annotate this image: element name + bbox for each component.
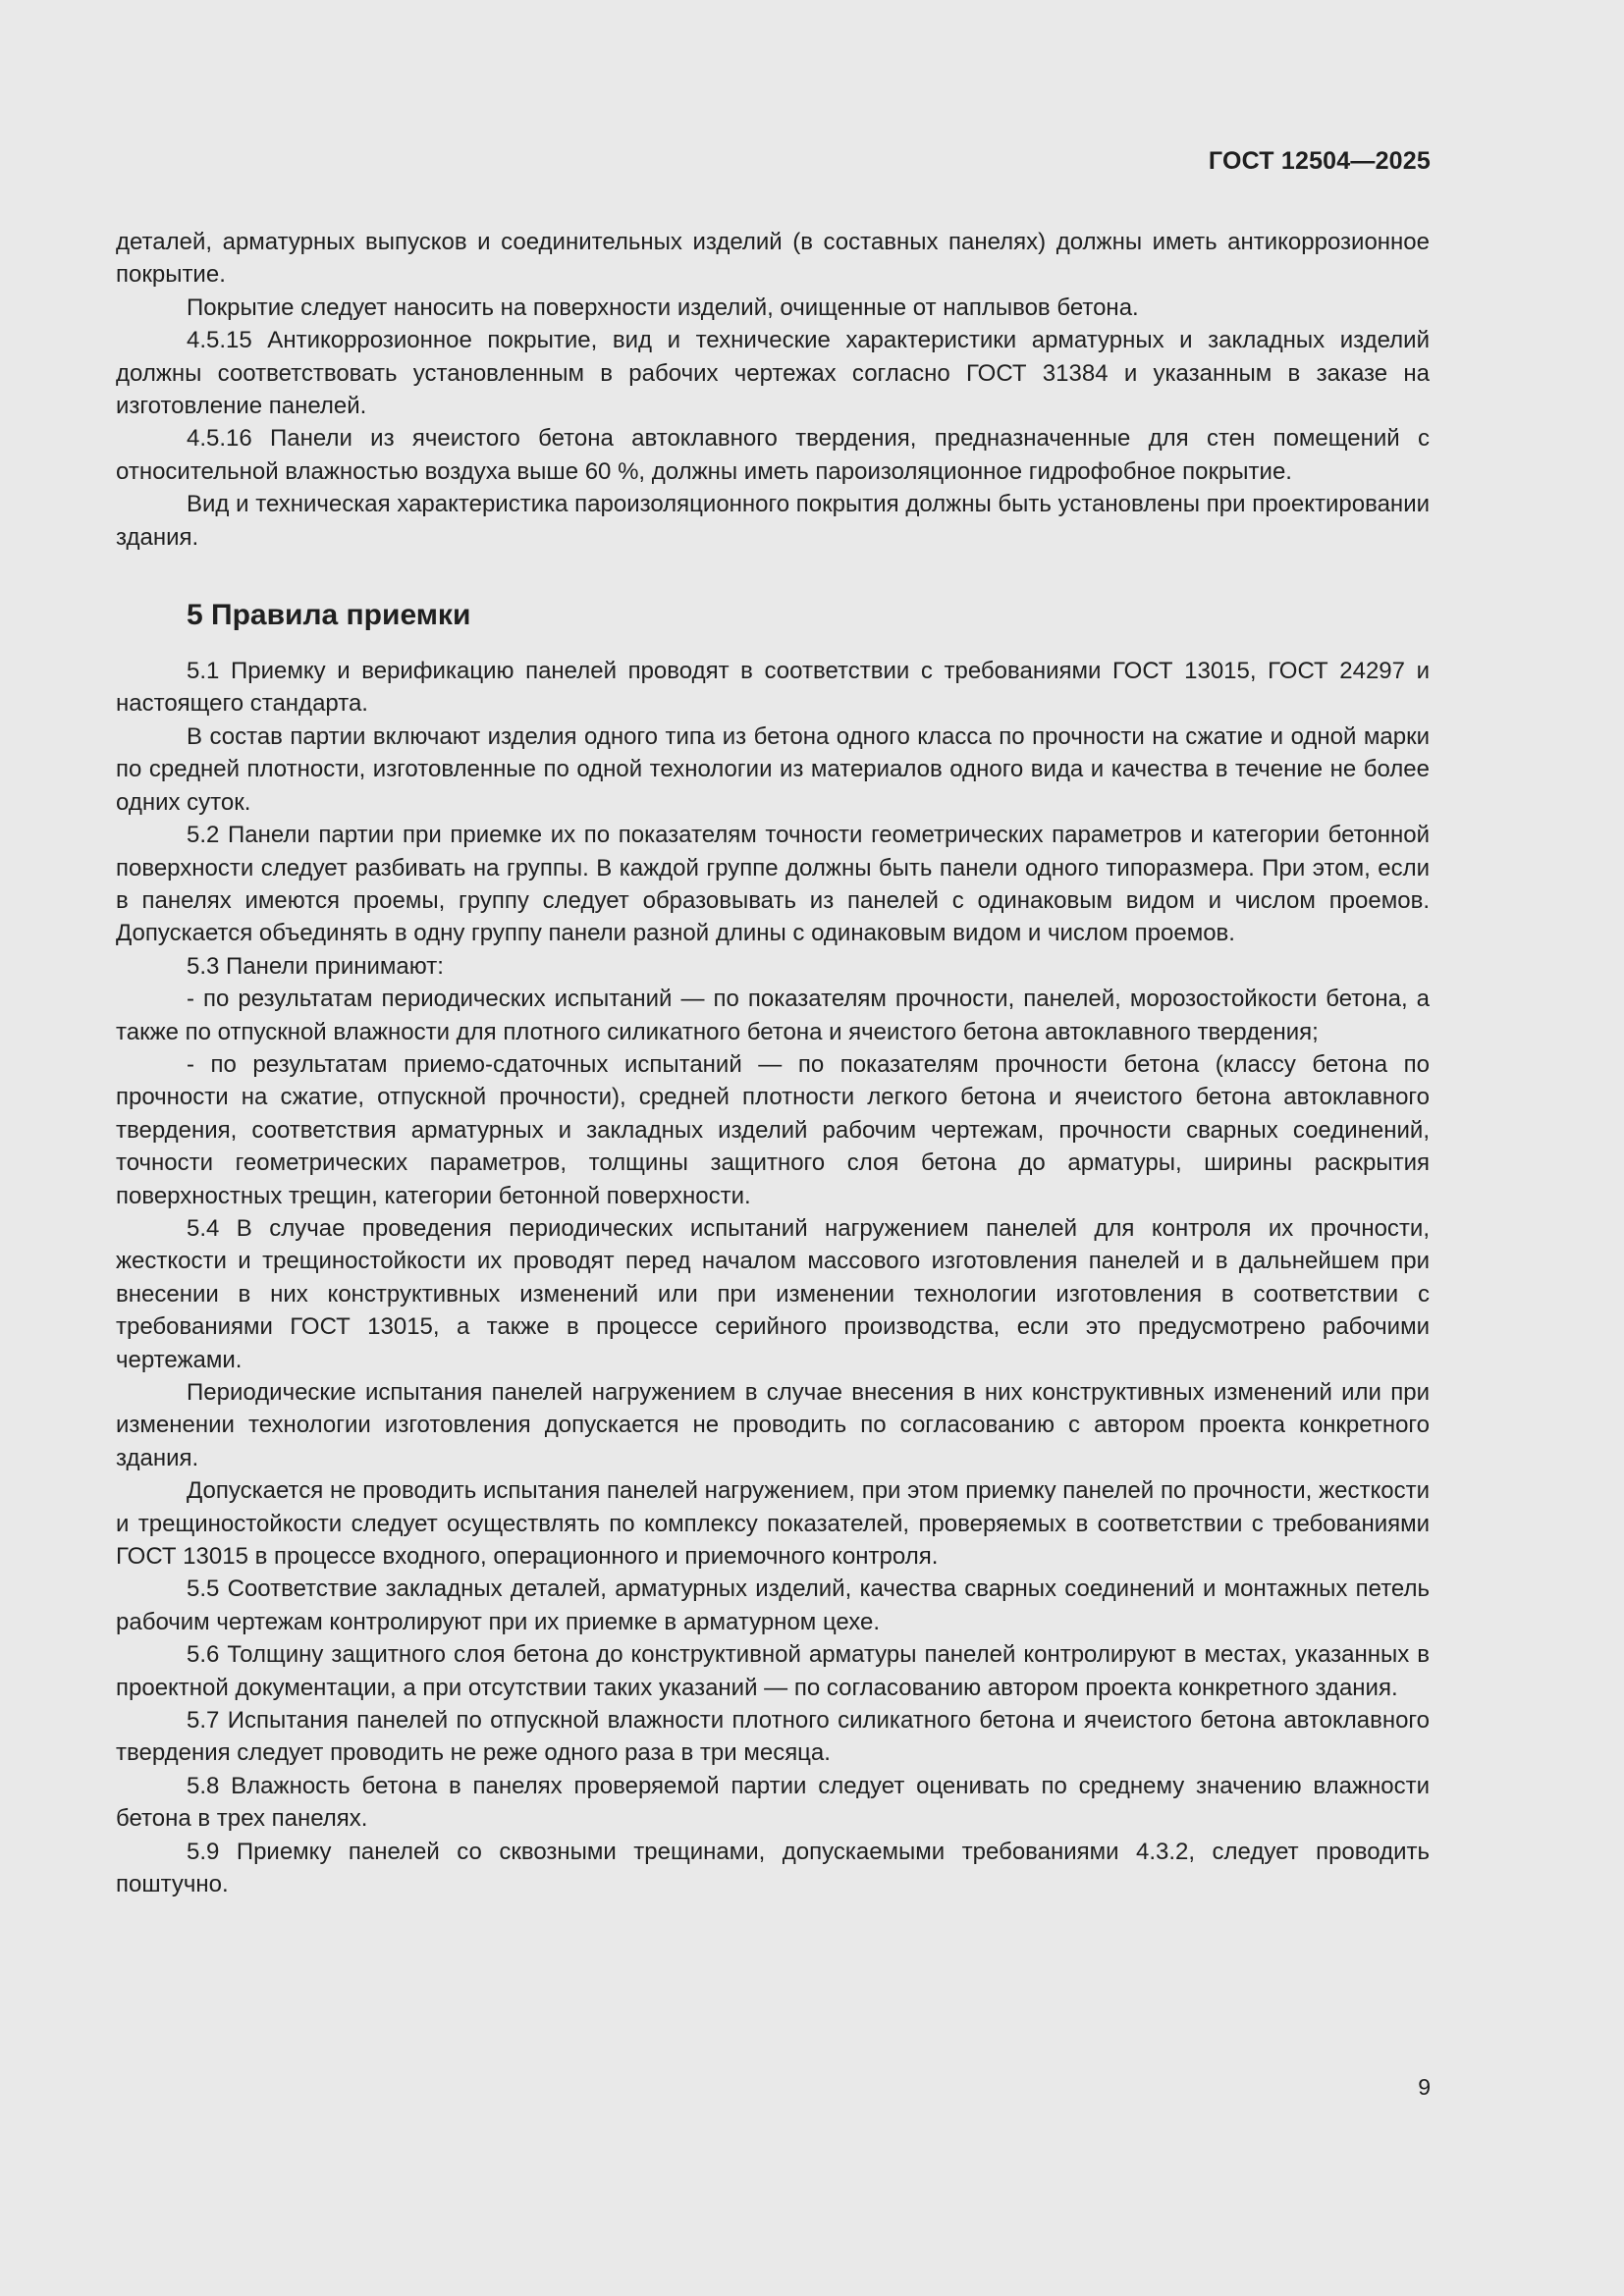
clause-5-3: 5.3 Панели принимают:	[187, 952, 444, 980]
clause-5-7: 5.7 Испытания панелей по отпускной влажности плотного силикатного бетона и ячеистого бетона автоклавного твердения следует проводить не реже одного раза в три месяца.	[116, 1707, 1430, 1767]
page-number: 9	[1418, 2074, 1431, 2100]
clause-5-6: 5.6 Толщину защитного слоя бетона до конструктивной арматуры панелей контролируют в местах, указанных в проектной документации, а при отсутствии таких указаний — по согласованию автором проекта конкретного здания.	[116, 1641, 1430, 1701]
paragraph: деталей, арматурных выпусков и соединительных изделий (в составных панелях) должны иметь антикоррозионное покрытие.	[116, 229, 1430, 289]
clause-5-8: 5.8 Влажность бетона в панелях проверяемой партии следует оценивать по среднему значению влажности бетона в трех панелях.	[116, 1772, 1430, 1833]
paragraph: Допускается не проводить испытания панелей нагружением, при этом приемку панелей по прочности, жесткости и трещиностойкости следует осуществлять по комплексу показателей, проверяемых в соответствии с требованиями ГОСТ 13015 в процессе входного, операционного и приемочного контроля.	[116, 1477, 1430, 1571]
clause-5-1: 5.1 Приемку и верификацию панелей проводят в соответствии с требованиями ГОСТ 13015, ГОСТ 24297 и настоящего стандарта.	[116, 658, 1430, 718]
clause-5-4: 5.4 В случае проведения периодических испытаний нагружением панелей для контроля их прочности, жесткости и трещиностойкости их проводят перед началом массового изготовления панелей и в дальнейшем при внесении в них конструктивных изменений или при изменении технологии изготовления в соответствии с требованиями ГОСТ 13015, а также в процессе серийного производства, если это предусмотрено рабочими чертежами.	[116, 1214, 1430, 1373]
section-title: 5 Правила приемки	[187, 599, 471, 632]
list-item: - по результатам периодических испытаний — по показателям прочности, панелей, морозостойкости бетона, а также по отпускной влажности для плотного силикатного бетона и ячеистого бетона автоклавного твердения;	[116, 986, 1430, 1045]
document-body	[116, 226, 1430, 1901]
clause-5-5: 5.5 Соответствие закладных деталей, арматурных изделий, качества сварных соединений и монтажных петель рабочим чертежам контролируют при их приемке в арматурном цехе.	[116, 1575, 1430, 1635]
list-item: - по результатам приемо-сдаточных испытаний — по показателям прочности бетона (классу бетона по прочности на сжатие, отпускной прочности), средней плотности легкого бетона и ячеистого бетона автоклавного твердения, соответствия арматурных и закладных изделий рабочим чертежам, прочности сварных соединений, точности геометрических параметров, толщины защитного слоя бетона до арматуры, ширины раскрытия поверхностных трещин, категории бетонной поверхности.	[116, 1050, 1430, 1209]
paragraph: Периодические испытания панелей нагружением в случае внесения в них конструктивных изменений или при изменении технологии изготовления допускается не проводить по согласованию с автором проекта конкретного здания.	[116, 1379, 1430, 1471]
clause-5-2: 5.2 Панели партии при приемке их по показателям точности геометрических параметров и категории бетонной поверхности следует разбивать на группы. В каждой группе должны быть панели одного типоразмера. При этом, если в панелях имеются проемы, группу следует образовывать из панелей с одинаковым видом и числом проемов. Допускается объединять в одну группу панели разной длины с одинаковым видом и числом проемов.	[116, 822, 1430, 947]
clause-4-5-15: 4.5.15 Антикоррозионное покрытие, вид и технические характеристики арматурных и закладных изделий должны соответствовать установленным в рабочих чертежах согласно ГОСТ 31384 и указанным в заказе на изготовление панелей.	[116, 327, 1430, 420]
clause-5-9: 5.9 Приемку панелей со сквозными трещинами, допускаемыми требованиями 4.3.2, следует проводить поштучно.	[116, 1838, 1430, 1898]
paragraph: Вид и техническая характеристика пароизоляционного покрытия должны быть установлены при проектировании здания.	[116, 491, 1430, 551]
paragraph: В состав партии включают изделия одного типа из бетона одного класса по прочности на сжатие и одной марки по средней плотности, изготовленные по одной технологии из материалов одного вида и качества в течение не более одних суток.	[116, 722, 1430, 816]
paragraph: Покрытие следует наносить на поверхности изделий, очищенные от наплывов бетона.	[187, 294, 1139, 321]
clause-4-5-16: 4.5.16 Панели из ячеистого бетона автоклавного твердения, предназначенные для стен помещений с относительной влажностью воздуха выше 60 %, должны иметь пароизоляционное гидрофобное покрытие.	[116, 425, 1430, 485]
standard-header: ГОСТ 12504—2025	[1208, 147, 1431, 175]
